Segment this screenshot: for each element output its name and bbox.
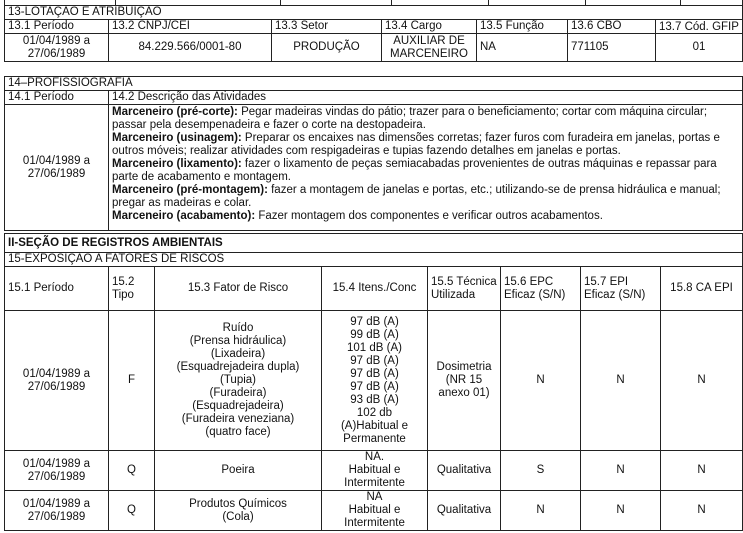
table-row bbox=[5, 451, 743, 491]
technique-line: (NR 15 bbox=[445, 374, 483, 386]
header-13-7: 13.7 Cód. GFIP bbox=[656, 20, 743, 34]
section-14-title: 14–PROFISSIOGRAFIA bbox=[5, 77, 743, 91]
risk-item-line: (A)Habitual e bbox=[340, 419, 409, 432]
header-15-8: 15.8 CA EPI bbox=[661, 267, 743, 311]
risk-item-line: Habitual e bbox=[348, 504, 401, 516]
cell-13-gfip: 01 bbox=[656, 34, 743, 62]
cell-13-cbo: 771105 bbox=[568, 34, 656, 62]
risk-factor-line: (Prensa hidráulica) bbox=[189, 335, 287, 347]
cell-14-period: 01/04/1989 a 27/06/1989 bbox=[5, 105, 109, 231]
section-13-table bbox=[4, 5, 743, 62]
section-14-table bbox=[4, 76, 743, 231]
risk-factor bbox=[155, 311, 322, 451]
header-15-7: 15.7 EPI Eficaz (S/N) bbox=[581, 267, 661, 311]
risk-technique bbox=[428, 311, 501, 451]
risk-ca: N bbox=[661, 491, 743, 531]
risk-technique bbox=[428, 451, 501, 491]
risk-factor-line: (Esquadrejadeira) bbox=[192, 400, 284, 412]
section-ii-table bbox=[4, 233, 743, 253]
risk-factor bbox=[155, 491, 322, 531]
risk-type: Q bbox=[109, 451, 155, 491]
risk-epi: N bbox=[581, 451, 661, 491]
risk-epi: N bbox=[581, 491, 661, 531]
risk-item-line: Habitual e bbox=[348, 464, 401, 476]
header-15-6: 15.6 EPC Eficaz (S/N) bbox=[501, 267, 581, 311]
activity-premontagem: Marceneiro (pré-montagem): fazer a montagem de janelas e portas, etc.; utilizando-se de prensa hidráulica e manual; pregar as madeiras e colar. bbox=[112, 184, 721, 209]
header-15-5: 15.5 Técnica Utilizada bbox=[428, 267, 501, 311]
header-13-4: 13.4 Cargo bbox=[382, 20, 477, 34]
risk-item-line: 97 dB (A) bbox=[350, 354, 399, 367]
cell-13-funcao: NA bbox=[477, 34, 568, 62]
activity-acabamento: Marceneiro (acabamento): Fazer montagem dos componentes e verificar outros acabamentos. bbox=[112, 210, 603, 222]
section-ii-title: II-SEÇÃO DE REGISTROS AMBIENTAIS bbox=[5, 234, 743, 253]
risk-item-line: Intermitente bbox=[344, 477, 405, 489]
risk-ca: N bbox=[661, 451, 743, 491]
risk-factor-line: (Tupia) bbox=[220, 374, 256, 386]
header-13-1: 13.1 Período bbox=[5, 20, 109, 34]
risk-factor-line: (Lixadeira) bbox=[210, 348, 266, 360]
activity-precorte: Marceneiro (pré-corte): Pegar madeiras vindas do pátio; trazer para o beneficiamento; cortar com máquina circular; passar pela desempenadeira e fazer o corte na destopadeira. bbox=[112, 106, 708, 131]
header-13-2: 13.2 CNPJ/CEI bbox=[109, 20, 272, 34]
cell-13-period: 01/04/1989 a 27/06/1989 bbox=[5, 34, 109, 62]
technique-line: Qualitativa bbox=[436, 504, 492, 516]
section-15-table bbox=[4, 252, 743, 531]
risk-factor-line: Produtos Químicos bbox=[189, 497, 287, 510]
risk-epi: N bbox=[581, 311, 661, 451]
cell-13-cnpj: 84.229.566/0001-80 bbox=[109, 34, 272, 62]
risk-items bbox=[322, 491, 428, 531]
risk-period: 01/04/1989 a 27/06/1989 bbox=[5, 491, 109, 531]
risk-item-line: Permanente bbox=[343, 432, 406, 445]
risk-item-line: 97 dB (A) bbox=[350, 315, 399, 328]
header-14-1: 14.1 Período bbox=[5, 91, 109, 105]
risk-factor-line: (quatro face) bbox=[205, 426, 271, 438]
technique-line: anexo 01) bbox=[438, 387, 490, 399]
risk-type: F bbox=[109, 311, 155, 451]
risk-epc: N bbox=[501, 311, 581, 451]
risk-technique bbox=[428, 491, 501, 531]
risk-items bbox=[322, 311, 428, 451]
cell-13-setor: PRODUÇÃO bbox=[272, 34, 382, 62]
technique-line: Qualitativa bbox=[436, 464, 492, 476]
risk-epc: N bbox=[501, 491, 581, 531]
risk-period: 01/04/1989 a 27/06/1989 bbox=[5, 451, 109, 491]
header-15-1: 15.1 Período bbox=[5, 267, 109, 311]
risk-item-line: 99 dB (A) bbox=[350, 328, 399, 341]
cell-13-cargo: AUXILIAR DE MARCENEIRO bbox=[382, 34, 477, 62]
table-row bbox=[5, 311, 743, 451]
risk-factor-line: Ruído bbox=[222, 322, 254, 334]
header-13-5: 13.5 Função bbox=[477, 20, 568, 34]
risk-item-line: NA bbox=[366, 491, 383, 503]
risk-epc: S bbox=[501, 451, 581, 491]
risk-item-line: Intermitente bbox=[344, 517, 405, 529]
risk-factor-line: Poeira bbox=[221, 464, 255, 476]
table-row bbox=[5, 491, 743, 531]
activity-usinagem: Marceneiro (usinagem): Preparar os encaixes nas dimensões corretas; fazer furos com furadeira em janelas, portas e outros móveis; realizar atividades com respigadeiras e tupias fazendo detalhes em janelas e portas. bbox=[112, 132, 720, 157]
section-15-title: 15-EXPOSIÇÃO A FATORES DE RISCOS bbox=[5, 253, 743, 267]
risk-factor-line: (Furadeira veneziana) bbox=[181, 413, 295, 425]
section-13-title: 13-LOTAÇÃO E ATRIBUIÇÃO bbox=[5, 6, 743, 20]
risk-ca: N bbox=[661, 311, 743, 451]
header-15-3: 15.3 Fator de Risco bbox=[155, 267, 322, 311]
risk-period: 01/04/1989 a 27/06/1989 bbox=[5, 311, 109, 451]
risk-item-line: 93 dB (A) bbox=[350, 393, 399, 406]
risk-item-line: 102 db bbox=[356, 406, 393, 419]
risk-factor-line: (Esquadrejadeira dupla) bbox=[176, 361, 300, 373]
header-15-2: 15.2 Tipo bbox=[109, 267, 155, 311]
technique-line: Dosimetria bbox=[436, 361, 492, 373]
header-15-4: 15.4 Itens./Conc bbox=[322, 267, 428, 311]
risk-factor-line: (Cola) bbox=[222, 510, 254, 523]
header-13-6: 13.6 CBO bbox=[568, 20, 656, 34]
risk-factor-line: (Furadeira) bbox=[209, 387, 267, 399]
header-14-2: 14.2 Descrição das Atividades bbox=[109, 91, 743, 105]
risk-items bbox=[322, 451, 428, 491]
header-13-3: 13.3 Setor bbox=[272, 20, 382, 34]
risk-item-line: 97 dB (A) bbox=[350, 380, 399, 393]
risk-item-line: 97 dB (A) bbox=[350, 367, 399, 380]
risk-factor bbox=[155, 451, 322, 491]
activities-description bbox=[109, 105, 743, 231]
risk-item-line: 101 dB (A) bbox=[347, 341, 402, 354]
risk-item-line: NA. bbox=[364, 451, 385, 463]
risk-type: Q bbox=[109, 491, 155, 531]
activity-lixamento: Marceneiro (lixamento): fazer o lixamento de peças semiacabadas provenientes de outras máquinas e repassar para parte de acabamento e montagem. bbox=[112, 158, 717, 183]
